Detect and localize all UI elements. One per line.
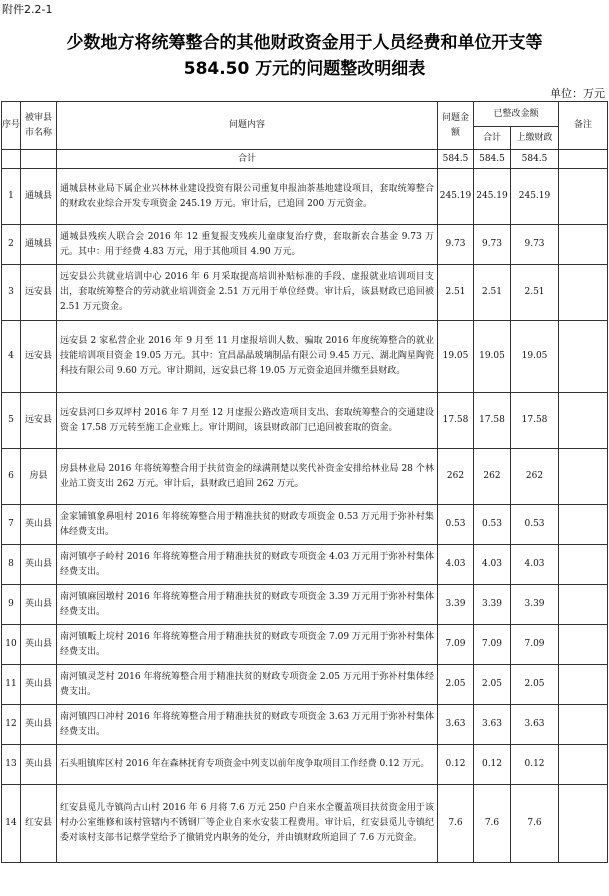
- row-no: 10: [2, 625, 21, 665]
- row-no: 14: [2, 785, 21, 863]
- row-no: 9: [2, 585, 21, 625]
- row-remark: [559, 625, 608, 665]
- row-subtotal: 17.58: [474, 393, 511, 449]
- row-remark: [559, 321, 608, 393]
- row-remit: 3.39: [511, 585, 559, 625]
- row-remit: 19.05: [511, 321, 559, 393]
- row-remark: [559, 785, 608, 863]
- row-no: 6: [2, 449, 21, 505]
- page-title-line1: 少数地方将统筹整合的其他财政资金用于人员经费和单位开支等: [66, 33, 543, 53]
- row-remark: [559, 393, 608, 449]
- row-content: 南河镇四口冲村 2016 年将统筹整合用于精准扶贫的财政专项资金 3.63 万元用于弥补村集体经费支出。: [57, 705, 438, 745]
- table-row: [2, 545, 608, 585]
- row-content: 南河镇亭子岭村 2016 年将统筹整合用于精准扶贫的财政专项资金 4.03 万元用于弥补村集体经费支出。: [57, 545, 438, 585]
- total-row: [2, 150, 608, 169]
- header-no: 序号: [2, 102, 21, 150]
- row-county: 英山县: [21, 625, 57, 665]
- total-subtotal: 584.5: [474, 150, 511, 169]
- row-subtotal: 9.73: [474, 225, 511, 265]
- table-row: [2, 625, 608, 665]
- row-content: 远安县 2 家私营企业 2016 年 9 月至 11 月虚报培训人数、骗取 2016 年度统筹整合的就业技能培训项目资金 19.05 万元。其中：宜昌晶晶玻璃制品有限公司 9.45 万元、湖北陶星陶瓷科技有限公司 9.60 万元。审计期间，远安县已将 19.05 万元资金追回并缴至县财政。: [57, 321, 438, 393]
- row-county: 英山县: [21, 665, 57, 705]
- row-county: 英山县: [21, 705, 57, 745]
- row-remark: [559, 705, 608, 745]
- total-remit: 584.5: [511, 150, 559, 169]
- row-content: 南河镇灵芝村 2016 年将统筹整合用于精准扶贫的财政专项资金 2.05 万元用于弥补村集体经费支出。: [57, 665, 438, 705]
- row-subtotal: 245.19: [474, 169, 511, 225]
- table-row: [2, 705, 608, 745]
- row-amount: 262: [438, 449, 474, 505]
- row-subtotal: 0.53: [474, 505, 511, 545]
- row-amount: 0.53: [438, 505, 474, 545]
- table-row: [2, 321, 608, 393]
- table-row: [2, 393, 608, 449]
- row-subtotal: 4.03: [474, 545, 511, 585]
- row-content: 南河镇畈上垸村 2016 年将统筹整合用于精准扶贫的财政专项资金 7.09 万元用于弥补村集体经费支出。: [57, 625, 438, 665]
- row-subtotal: 2.51: [474, 265, 511, 321]
- row-amount: 3.39: [438, 585, 474, 625]
- row-remark: [559, 665, 608, 705]
- row-county: 英山县: [21, 745, 57, 785]
- row-no: 5: [2, 393, 21, 449]
- table-row: [2, 169, 608, 225]
- row-county: 红安县: [21, 785, 57, 863]
- header-amount: 问题金额: [438, 102, 474, 150]
- row-subtotal: 3.39: [474, 585, 511, 625]
- row-subtotal: 262: [474, 449, 511, 505]
- row-no: 11: [2, 665, 21, 705]
- row-remit: 4.03: [511, 545, 559, 585]
- row-remit: 0.53: [511, 505, 559, 545]
- row-remark: [559, 505, 608, 545]
- row-remark: [559, 265, 608, 321]
- row-amount: 3.63: [438, 705, 474, 745]
- row-amount: 19.05: [438, 321, 474, 393]
- row-amount: 2.51: [438, 265, 474, 321]
- row-remit: 2.05: [511, 665, 559, 705]
- row-remit: 2.51: [511, 265, 559, 321]
- table-row: [2, 585, 608, 625]
- row-remit: 7.6: [511, 785, 559, 863]
- header-remark: 备注: [559, 102, 608, 150]
- row-content: 房县林业局 2016 年将统筹整合用于扶贫资金的绿满荆楚以奖代补资金安排给林业局 28 个林业站工资支出 262 万元。审计后，县财政已追回 262 万元。: [57, 449, 438, 505]
- row-subtotal: 0.12: [474, 745, 511, 785]
- table-row: [2, 265, 608, 321]
- row-remit: 0.12: [511, 745, 559, 785]
- row-subtotal: 3.63: [474, 705, 511, 745]
- page-title-line2: 584.50 万元的问题整改明细表: [183, 59, 426, 79]
- row-content: 石头咀镇库区村 2016 年在森林抚育专项资金中列支以前年度争取项目工作经费 0.12 万元。: [57, 745, 438, 785]
- header-rectified: 已整改金额: [474, 102, 559, 127]
- header-content: 问题内容: [57, 102, 438, 150]
- row-subtotal: 19.05: [474, 321, 511, 393]
- attachment-label: 附件2.2-1: [2, 3, 53, 16]
- row-no: 8: [2, 545, 21, 585]
- row-content: 远安县河口乡双坪村 2016 年 7 月至 12 月虚报公路改造项目支出、套取统筹整合的交通建设资金 17.58 万元转至施工企业账上。审计期间，该县财政部门已追回被套取的资金。: [57, 393, 438, 449]
- row-remit: 245.19: [511, 169, 559, 225]
- row-county: 英山县: [21, 505, 57, 545]
- table-row: [2, 745, 608, 785]
- row-content: 远安县公共就业培训中心 2016 年 6 月采取提高培训补贴标准的手段、虚报就业培训项目支出，套取统筹整合的劳动就业培训资金 2.51 万元用于单位经费。审计后，该县财政已追回被 2.51 万元资金。: [57, 265, 438, 321]
- row-remark: [559, 545, 608, 585]
- row-county: 远安县: [21, 393, 57, 449]
- row-no: 12: [2, 705, 21, 745]
- row-subtotal: 7.6: [474, 785, 511, 863]
- row-amount: 9.73: [438, 225, 474, 265]
- row-county: 通城县: [21, 169, 57, 225]
- row-remark: [559, 169, 608, 225]
- rectification-table: [1, 101, 608, 863]
- unit-label: 单位：万元: [550, 87, 605, 100]
- row-remark: [559, 585, 608, 625]
- row-no: 1: [2, 169, 21, 225]
- row-amount: 7.6: [438, 785, 474, 863]
- row-county: 房县: [21, 449, 57, 505]
- row-subtotal: 2.05: [474, 665, 511, 705]
- row-content: 金家铺镇象鼻咀村 2016 年将统筹整合用于精准扶贫的财政专项资金 0.53 万元用于弥补村集体经费支出。: [57, 505, 438, 545]
- row-amount: 17.58: [438, 393, 474, 449]
- row-remit: 17.58: [511, 393, 559, 449]
- row-county: 通城县: [21, 225, 57, 265]
- table-row: [2, 225, 608, 265]
- row-amount: 0.12: [438, 745, 474, 785]
- row-amount: 4.03: [438, 545, 474, 585]
- total-amount: 584.5: [438, 150, 474, 169]
- row-county: 英山县: [21, 585, 57, 625]
- row-remit: 262: [511, 449, 559, 505]
- row-no: 13: [2, 745, 21, 785]
- row-county: 英山县: [21, 545, 57, 585]
- row-content: 通城县残疾人联合会 2016 年 12 重复报支残疾儿童康复治疗费，套取新农合基金 9.73 万元。其中：用于经费 4.83 万元，用于其他项目 4.90 万元。: [57, 225, 438, 265]
- row-remit: 3.63: [511, 705, 559, 745]
- row-remit: 9.73: [511, 225, 559, 265]
- total-label: 合计: [57, 150, 438, 169]
- header-county: 被审县市名称: [21, 102, 57, 150]
- row-no: 4: [2, 321, 21, 393]
- row-county: 远安县: [21, 321, 57, 393]
- row-amount: 7.09: [438, 625, 474, 665]
- table-row: [2, 449, 608, 505]
- row-remark: [559, 745, 608, 785]
- row-no: 3: [2, 265, 21, 321]
- table-row: [2, 785, 608, 863]
- row-amount: 245.19: [438, 169, 474, 225]
- row-content: 南河镇麻园墩村 2016 年将统筹整合用于精准扶贫的财政专项资金 3.39 万元用于弥补村集体经费支出。: [57, 585, 438, 625]
- header-subtotal: 合计: [474, 127, 511, 150]
- row-no: 2: [2, 225, 21, 265]
- header-remit: 上缴财政: [511, 127, 559, 150]
- table-row: [2, 505, 608, 545]
- row-remit: 7.09: [511, 625, 559, 665]
- row-subtotal: 7.09: [474, 625, 511, 665]
- row-amount: 2.05: [438, 665, 474, 705]
- row-no: 7: [2, 505, 21, 545]
- row-county: 远安县: [21, 265, 57, 321]
- table-row: [2, 665, 608, 705]
- row-content: 通城县林业局下属企业兴林林业建设投资有限公司重复申报油茶基地建设项目，套取统筹整合的财政农业综合开发专项资金 245.19 万元。审计后，已追回 200 万元资金。: [57, 169, 438, 225]
- row-content: 红安县觅儿寺镇尚古山村 2016 年 6 月将 7.6 万元 250 户自来水全覆盖项目扶贫资金用于该村办公室维修和该村管辖内不锈钢厂等企业自来水安装工程费用。审计后，红安县觅儿寺镇纪委对该村支部书记蔡学堂给予了撤销党内职务的处分，并由镇财政所追回了 7.6 万元资金。: [57, 785, 438, 863]
- row-remark: [559, 449, 608, 505]
- row-remark: [559, 225, 608, 265]
